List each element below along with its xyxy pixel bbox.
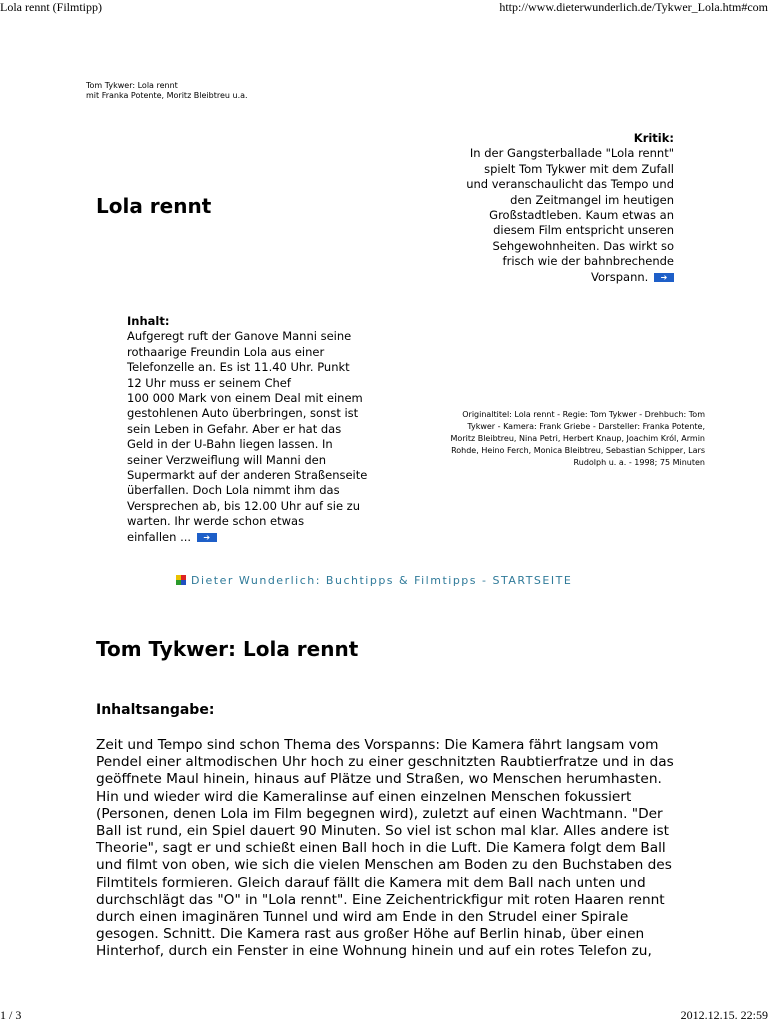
more-arrow-icon[interactable]: ➔ (654, 273, 674, 282)
print-header-url: http://www.dieterwunderlich.de/Tykwer_Lola.htm#com (499, 0, 768, 14)
inhalt-line: gestohlenen Auto überbringen, sonst ist (127, 406, 359, 421)
body-line: Hin und wieder wird die Kameralinse auf einen einzelnen Menschen fokussiert (96, 788, 632, 805)
body-line: Filmtitels formieren. Gleich darauf fällt die Kamera mit dem Ball nach unten und (96, 874, 646, 891)
body-line: Pendel einer altmodischen Uhr hoch zu einer geschnitzten Raubtierfratze und in das (96, 754, 674, 771)
kritik-box (436, 131, 674, 285)
inhalt-line: Geld in der U-Bahn liegen lassen. In (127, 437, 333, 452)
inhalt-box (127, 314, 395, 545)
startseite-link-label[interactable]: Dieter Wunderlich: Buchtipps & Filmtipps - STARTSEITE (191, 574, 573, 587)
kritik-line: frisch wie der bahnbrechende (502, 254, 674, 269)
body-line: und filmt von oben, wie sich die vielen Menschen am Boden zu den Buchstaben des (96, 857, 672, 874)
page-counter: 1 / 3 (0, 1008, 22, 1022)
site-logo-icon (176, 575, 186, 585)
body-paragraph (96, 737, 706, 961)
kritik-line: und veranschaulicht das Tempo und (466, 177, 674, 192)
body-line: durchschlägt das "O" in "Lola rennt". Eine Zeichentrickfigur mit roten Haaren rennt (96, 891, 665, 908)
kritik-line: Großstadtleben. Kaum etwas an (489, 208, 674, 223)
body-line: Theorie", sagt er und schießt einen Ball hoch in die Luft. Die Kamera folgt dem Ball (96, 840, 666, 857)
section-heading: Inhaltsangabe: (96, 702, 215, 718)
inhalt-line: seiner Verzweiflung will Manni den (127, 452, 326, 467)
inhalt-line: Supermarkt auf der anderen Straßenseite (127, 468, 368, 483)
small-title: Lola rennt (96, 194, 212, 218)
body-line: (Personen, denen Lola im Film begegnen wird), zuletzt auf einen Wachtmann. "Der (96, 805, 663, 822)
print-timestamp: 2012.12.15. 22:59 (680, 1008, 768, 1022)
orig-line: Originaltitel: Lola rennt - Regie: Tom Tykwer - Drehbuch: Tom (462, 410, 705, 419)
credit-block (86, 81, 248, 101)
inhalt-line: Telefonzelle an. Es ist 11.40 Uhr. Punkt (127, 360, 350, 375)
inhalt-last-line (127, 530, 395, 545)
body-line: gesogen. Schnitt. Die Kamera rast aus großer Höhe auf Berlin hinab, über einen (96, 926, 645, 943)
inhalt-line: überfallen. Doch Lola nimmt ihm das (127, 483, 340, 498)
kritik-line: diesem Film entspricht unseren (493, 223, 674, 238)
orig-line: Rudolph u. a. - 1998; 75 Minuten (573, 458, 705, 467)
credit-line-2: mit Franka Potente, Moritz Bleibtreu u.a. (86, 91, 248, 100)
kritik-last-line (436, 270, 674, 285)
inhalt-line: 12 Uhr muss er seinem Chef (127, 375, 291, 390)
body-line: Hinterhof, durch ein Fenster in eine Wohnung hinein und auf ein rotes Telefon zu, (96, 943, 652, 960)
startseite-link[interactable] (176, 574, 572, 588)
inhalt-line: sein Leben in Gefahr. Aber er hat das (127, 421, 342, 436)
orig-line: Rohde, Heino Ferch, Monica Bleibtreu, Sebastian Schipper, Lars (451, 446, 705, 455)
inhalt-heading: Inhalt: (127, 314, 170, 328)
body-line: Zeit und Tempo sind schon Thema des Vorspanns: Die Kamera fährt langsam vom (96, 737, 659, 753)
originaltitel-block (392, 409, 705, 469)
print-header-title: Lola rennt (Filmtipp) (0, 0, 102, 14)
inhalt-line: Aufgeregt ruft der Ganove Manni seine (127, 329, 352, 344)
inhalt-line: Versprechen ab, bis 12.00 Uhr auf sie zu (127, 498, 360, 513)
body-line: geöffnete Maul hinein, hinaus auf Plätze und Straßen, wo Menschen herumhasten. (96, 771, 662, 788)
kritik-line: Vorspann. (591, 269, 649, 284)
kritik-heading: Kritik: (633, 131, 674, 145)
body-line: Ball ist rund, ein Spiel dauert 90 Minuten. So viel ist schon mal klar. Alles andere ist (96, 823, 669, 840)
orig-line: Moritz Bleibtreu, Nina Petri, Herbert Knaup, Joachim Król, Armin (450, 434, 705, 443)
credit-line-1: Tom Tykwer: Lola rennt (86, 81, 178, 90)
kritik-line: Sehgewohnheiten. Das wirkt so (492, 238, 674, 253)
inhalt-line: rothaarige Freundin Lola aus einer (127, 344, 325, 359)
inhalt-line: 100 000 Mark von einem Deal mit einem (127, 391, 363, 406)
body-line: durch einen imaginären Tunnel und wird am Ende in den Strudel einer Spirale (96, 909, 629, 926)
kritik-line: In der Gangsterballade "Lola rennt" (469, 146, 674, 161)
orig-line: Tykwer - Kamera: Frank Griebe - Darsteller: Franka Potente, (467, 422, 705, 431)
page-title: Tom Tykwer: Lola rennt (96, 637, 359, 661)
inhalt-line: warten. Ihr werde schon etwas (127, 514, 305, 529)
inhalt-line: einfallen ... (127, 529, 192, 544)
more-arrow-icon[interactable]: ➔ (197, 533, 217, 542)
kritik-line: den Zeitmangel im heutigen (510, 192, 674, 207)
kritik-line: spielt Tom Tykwer mit dem Zufall (484, 161, 674, 176)
